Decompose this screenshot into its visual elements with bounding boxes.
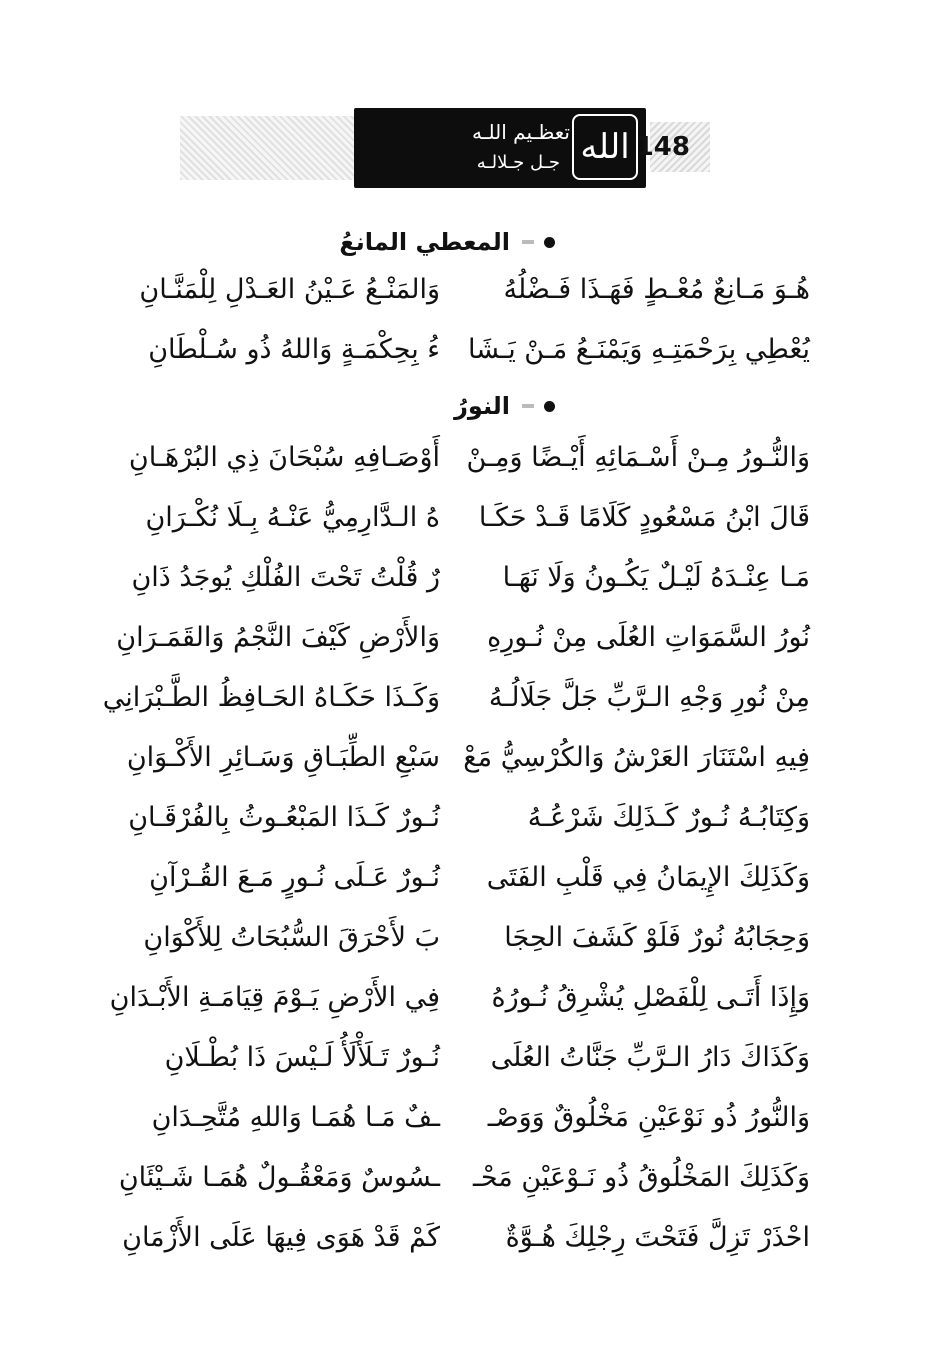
verse-line	[130, 494, 810, 542]
verse-second-hemistich: سَبْعِ الطِّبَـاقِ وَسَـائِرِ الأَكْـوَانِ	[126, 742, 440, 773]
verse-line	[130, 434, 810, 482]
verse-second-hemistich: فِي الأَرْضِ يَـوْمَ قِيَامَـةِ الأَبْـدَانِ	[109, 982, 440, 1013]
calligraphy-logo: الله	[572, 114, 638, 180]
verse-line	[109, 974, 810, 1022]
verse-line	[118, 1154, 810, 1202]
verse-line	[130, 1094, 810, 1142]
verse-second-hemistich: هُ الـدَّارِمِيُّ عَنْـهُ بِـلَا نُكْـرَانِ	[145, 502, 440, 533]
bullet-icon	[544, 401, 555, 412]
verse-first-hemistich: وَحِجَابُهُ نُورٌ فَلَوْ كَشَفَ الحِجَا	[504, 922, 810, 953]
verse-second-hemistich: وَالأَرْضِ كَيْفَ النَّجْمُ وَالقَمَـرَانِ	[116, 622, 440, 653]
verse-first-hemistich: وَكِتَابُـهُ نُـورٌ كَـذَلِكَ شَرْعُـهُ	[527, 802, 810, 833]
dash-icon	[522, 240, 534, 244]
verse-first-hemistich: وَالنُّورُ ذُو نَوْعَيْنِ مَخْلُوقٌ وَوَصْـ	[487, 1102, 810, 1133]
verse-line	[130, 266, 810, 314]
header-banner	[180, 108, 710, 188]
verse-line	[130, 914, 810, 962]
verse-second-hemistich: نُـورٌ كَـذَا المَبْعُـوثُ بِالفُرْقَـانِ	[128, 802, 440, 833]
verse-line	[122, 1214, 810, 1262]
verse-line	[102, 674, 810, 722]
dash-icon	[522, 404, 534, 408]
verse-first-hemistich: هُـوَ مَـانِعٌ مُعْـطٍ فَهَـذَا فَـضْلُهُ	[503, 274, 810, 305]
verse-second-hemistich: وَالمَنْـعُ عَـيْنُ العَـدْلِ لِلْمَنَّـانِ	[139, 274, 440, 305]
verse-line	[130, 326, 810, 374]
section-heading-text: النورُ	[454, 392, 510, 420]
verse-second-hemistich: بَ لأَحْرَقَ السُّبُحَاتُ لِلأَكْوَانِ	[143, 922, 440, 953]
section-heading-text: المعطي المانعُ	[339, 228, 510, 256]
verse-first-hemistich: نُورُ السَّمَوَاتِ العُلَى مِنْ نُـورِهِ	[487, 622, 810, 653]
verse-second-hemistich: ءُ بِحِكْمَـةٍ وَاللهُ ذُو سُـلْطَانِ	[148, 334, 440, 365]
section-heading-an-nur	[454, 392, 555, 420]
page-number: 148	[635, 132, 690, 162]
verse-line	[130, 554, 810, 602]
verse-first-hemistich: احْذَرْ تَزِلَّ فَتَحْتَ رِجْلِكَ هُـوَّةٌ	[505, 1222, 810, 1253]
verse-second-hemistich: رٌ قُلْتُ تَحْتَ الفُلْكِ يُوجَدُ ذَانِ	[131, 562, 440, 593]
verse-first-hemistich: وَالنُّـورُ مِـنْ أَسْـمَائِهِ أَيْـضًا وَمِـنْ	[466, 442, 810, 473]
verse-line	[130, 794, 810, 842]
verse-first-hemistich: يُعْطِي بِرَحْمَتِـهِ وَيَمْنَـعُ مَـنْ يَـشَا	[467, 334, 810, 365]
verse-first-hemistich: مَـا عِنْـدَهُ لَيْـلٌ يَكُـونُ وَلَا نَهَـا	[502, 562, 810, 593]
verse-second-hemistich: أَوْصَـافِهِ سُبْحَانَ ذِي البُرْهَـانِ	[128, 442, 440, 473]
verse-second-hemistich: وَكَـذَا حَكَـاهُ الحَـافِظُ الطَّـبْرَانِي	[102, 682, 440, 713]
verse-second-hemistich: نُـورٌ تَـلَأْلَأُ لَـيْسَ ذَا بُطْـلَانِ	[164, 1042, 440, 1073]
verse-second-hemistich: نُـورٌ عَـلَى نُـورٍ مَـعَ القُـرْآنِ	[149, 862, 440, 893]
banner-texture-left	[180, 116, 358, 180]
verse-second-hemistich: ـسُوسٌ وَمَعْقُـولٌ هُمَـا شَـيْئَانِ	[118, 1162, 440, 1193]
bullet-icon	[544, 237, 555, 248]
verse-second-hemistich: كَمْ قَدْ هَوَى فِيهَا عَلَى الأَزْمَانِ	[122, 1222, 440, 1253]
verse-line	[130, 854, 810, 902]
verse-first-hemistich: قَالَ ابْنُ مَسْعُودٍ كَلَامًا قَـدْ حَكَـا	[478, 502, 810, 533]
verse-first-hemistich: وَكَذَاكَ دَارُ الـرَّبِّ جَنَّاتُ العُلَى	[490, 1042, 810, 1073]
header-title-line-1: تعظـيم اللـه	[471, 120, 570, 144]
verse-line	[130, 1034, 810, 1082]
verse-first-hemistich: فِيهِ اسْتَنَارَ العَرْشُ وَالكُرْسِيُّ مَعْ	[463, 742, 810, 773]
verse-first-hemistich: وَكَذَلِكَ الإِيمَانُ فِي قَلْبِ الفَتَى	[486, 862, 810, 893]
verse-line	[116, 614, 810, 662]
verse-second-hemistich: ـفٌ مَـا هُمَـا وَاللهِ مُتَّحِـدَانِ	[151, 1102, 440, 1133]
verse-line	[126, 734, 810, 782]
verse-first-hemistich: وَإِذَا أَتَـى لِلْفَصْلِ يُشْرِقُ نُـورُهُ	[491, 982, 810, 1013]
verse-first-hemistich: مِنْ نُورِ وَجْهِ الـرَّبِّ جَلَّ جَلَالُـهُ	[488, 682, 810, 713]
header-title-line-2: جـل جـلالـه	[476, 152, 560, 173]
verse-first-hemistich: وَكَذَلِكَ المَخْلُوقُ ذُو نَـوْعَيْنِ مَحْـ	[472, 1162, 810, 1193]
section-heading-al-muti-al-mani	[339, 228, 555, 256]
